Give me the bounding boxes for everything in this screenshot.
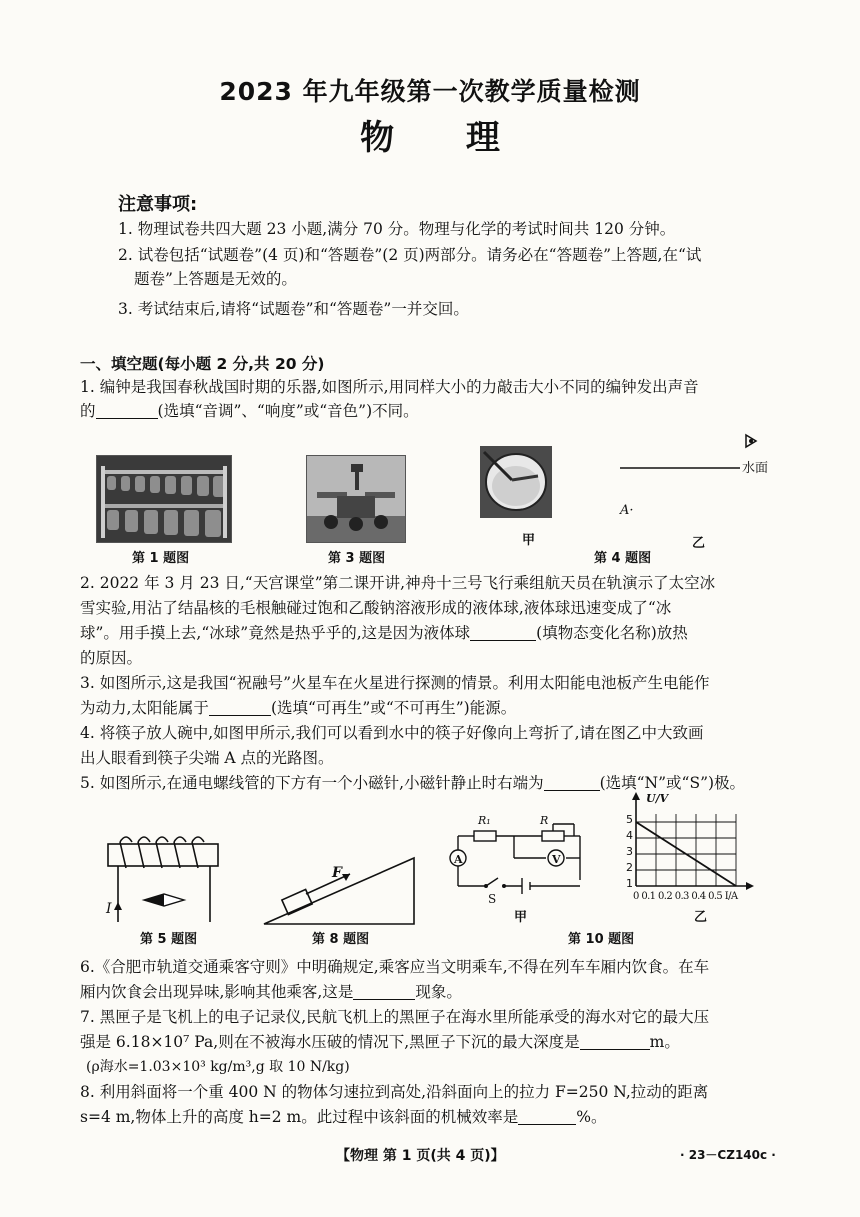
question-2-text-b: (填物态变化名称)放热 [536, 624, 688, 642]
question-2-line-2: 雪实验,用沾了结晶核的毛根触碰过饱和乙酸钠溶液形成的液体球,液体球迅速变成了“冰 [80, 599, 672, 617]
answer-blank-2[interactable] [470, 624, 536, 641]
bowl-chopstick-figure [480, 446, 552, 518]
question-1-line-2 [80, 400, 419, 422]
notice-item-2: 2. 试卷包括“试题卷”(4 页)和“答题卷”(2 页)两部分。请务必在“答题卷”上答题,在“试 [118, 246, 702, 264]
rheostat-r [542, 831, 564, 841]
figure-4-yi-label: 乙 [692, 536, 706, 551]
notice-heading: 注意事项: [118, 194, 198, 215]
voltmeter-label: V [552, 853, 561, 866]
question-8-text-a: s=4 m,物体上升的高度 h=2 m。此过程中该斜面的机械效率是 [80, 1108, 519, 1126]
rheostat-label: R [540, 814, 549, 827]
question-7-text-a: 强是 6.18×10⁷ Pa,则在不被海水压破的情况下,黑匣子下沉的最大深度是 [80, 1033, 580, 1051]
question-6-text-b: 现象。 [415, 983, 462, 1001]
question-6-line-1: 6.《合肥市轨道交通乘客守则》中明确规定,乘客应当文明乘车,不得在列车车厢内饮食。在车 [80, 958, 710, 976]
question-1-text-b: (选填“音调”、“响度”或“音色”)不同。 [157, 402, 419, 420]
graph-xlabel: 0 0.1 0.2 0.3 0.4 0.5 I/A [633, 891, 738, 902]
question-1-line-1: 1. 编钟是我国春秋战国时期的乐器,如图所示,用同样大小的力敲击大小不同的编钟发出声音 [80, 378, 699, 396]
question-2-text-a: 球”。用手摸上去,“冰球”竟然是热乎乎的,这是因为液体球 [80, 624, 471, 642]
question-4-line-1: 4. 将筷子放人碗中,如图甲所示,我们可以看到水中的筷子好像向上弯折了,请在图乙中大致画 [80, 724, 704, 742]
mars-rover-photo [306, 455, 406, 543]
question-8-text-b: %。 [576, 1108, 607, 1126]
force-label: F [332, 865, 342, 881]
incline-diagram [262, 850, 422, 926]
question-4-line-2: 出人眼看到筷子尖端 A 点的光路图。 [80, 749, 334, 767]
ytick: 3 [626, 845, 633, 858]
question-7-line-1: 7. 黑匣子是飞机上的电子记录仪,民航飞机上的黑匣子在海水里所能承受的海水对它的最大压 [80, 1008, 710, 1026]
figure-4-caption: 第 4 题图 [594, 551, 652, 566]
page-footer: 【物理 第 1 页(共 4 页)】 [336, 1148, 505, 1164]
ytick: 2 [626, 861, 633, 874]
subject-title: 物 理 [360, 118, 500, 158]
question-3-line-1: 3. 如图所示,这是我国“祝融号”火星车在火星进行探测的情景。利用太阳能电池板产生电能作 [80, 674, 710, 692]
question-8-line-1: 8. 利用斜面将一个重 400 N 的物体匀速拉到高处,沿斜面向上的拉力 F=250 N,拉动的距离 [80, 1083, 709, 1101]
question-2-line-1: 2. 2022 年 3 月 23 日,“天宫课堂”第二课开讲,神舟十三号飞行乘组航天员在轨演示了太空冰 [80, 574, 716, 592]
question-3-text-a: 为动力,太阳能属于 [80, 699, 209, 717]
notice-item-1: 1. 物理试卷共四大题 23 小题,满分 70 分。物理与化学的考试时间共 120 分钟。 [118, 220, 676, 238]
question-6-line-2 [80, 981, 462, 1003]
question-2-line-3 [80, 622, 688, 644]
bowl-illustration [480, 446, 552, 518]
figure-10-jia-label: 甲 [514, 910, 528, 925]
question-1-text-a: 的 [80, 402, 96, 420]
answer-blank-3[interactable] [209, 699, 271, 716]
figure-10-yi-label: 乙 [694, 910, 708, 925]
question-8-line-2 [80, 1106, 606, 1128]
figure-3-caption: 第 3 题图 [328, 551, 386, 566]
solenoid-diagram [98, 830, 228, 922]
ammeter-label: A [454, 853, 463, 866]
water-surface-label: 水面 [742, 461, 769, 476]
figure-5-caption: 第 5 题图 [140, 932, 198, 947]
notice-item-3: 3. 考试结束后,请将“试题卷”和“答题卷”一并交回。 [118, 300, 469, 318]
figure-8-caption: 第 8 题图 [312, 932, 370, 947]
resistor-r1-label: R₁ [478, 814, 491, 827]
exam-title: 2023 年九年级第一次教学质量检测 [219, 77, 641, 106]
circuit-diagram [446, 812, 592, 916]
answer-blank-7[interactable] [580, 1033, 650, 1050]
current-label: I [106, 901, 112, 917]
ytick: 1 [626, 877, 633, 890]
notice-item-2-cont: 题卷”上答题是无效的。 [134, 270, 297, 288]
question-7-text-b: m。 [649, 1033, 680, 1051]
point-a-label: A· [620, 503, 634, 518]
answer-blank-5[interactable] [544, 774, 600, 791]
question-2-line-4: 的原因。 [80, 649, 143, 667]
incline-figure [262, 850, 422, 926]
exam-code: · 23－CZ140c · [680, 1148, 776, 1162]
switch-label: S [488, 892, 497, 906]
figure-1-caption: 第 1 题图 [132, 551, 190, 566]
graph-ylabel: U/V [646, 792, 669, 805]
figure-4-jia-label: 甲 [522, 533, 536, 548]
bianzhong-photo [96, 455, 232, 543]
section-heading: 一、填空题(每小题 2 分,共 20 分) [80, 355, 325, 373]
question-6-text-a: 厢内饮食会出现异味,影响其他乘客,这是 [80, 983, 354, 1001]
bianzhong-illustration [97, 456, 231, 542]
answer-blank-8[interactable] [518, 1108, 576, 1125]
question-3-line-2 [80, 697, 516, 719]
eye-icon [746, 435, 756, 447]
ytick: 5 [626, 813, 633, 826]
figure-10-caption: 第 10 题图 [568, 932, 635, 947]
ytick: 4 [626, 829, 633, 842]
solenoid-figure [98, 830, 228, 922]
question-5-text-b: (选填“N”或“S”)极。 [599, 774, 746, 792]
resistor-r1 [474, 831, 496, 841]
question-7-line-2 [80, 1031, 680, 1053]
graph-yticks [626, 812, 636, 892]
answer-blank-6[interactable] [353, 983, 415, 1000]
rover-illustration [307, 456, 405, 542]
answer-blank-1[interactable] [96, 402, 158, 419]
question-5-text-a: 5. 如图所示,在通电螺线管的下方有一个小磁针,小磁针静止时右端为 [80, 774, 544, 792]
question-7-line-3: (ρ海水=1.03×10³ kg/m³,g 取 10 N/kg) [86, 1059, 350, 1075]
circuit-figure [446, 812, 592, 916]
question-3-text-b: (选填“可再生”或“不可再生”)能源。 [270, 699, 517, 717]
